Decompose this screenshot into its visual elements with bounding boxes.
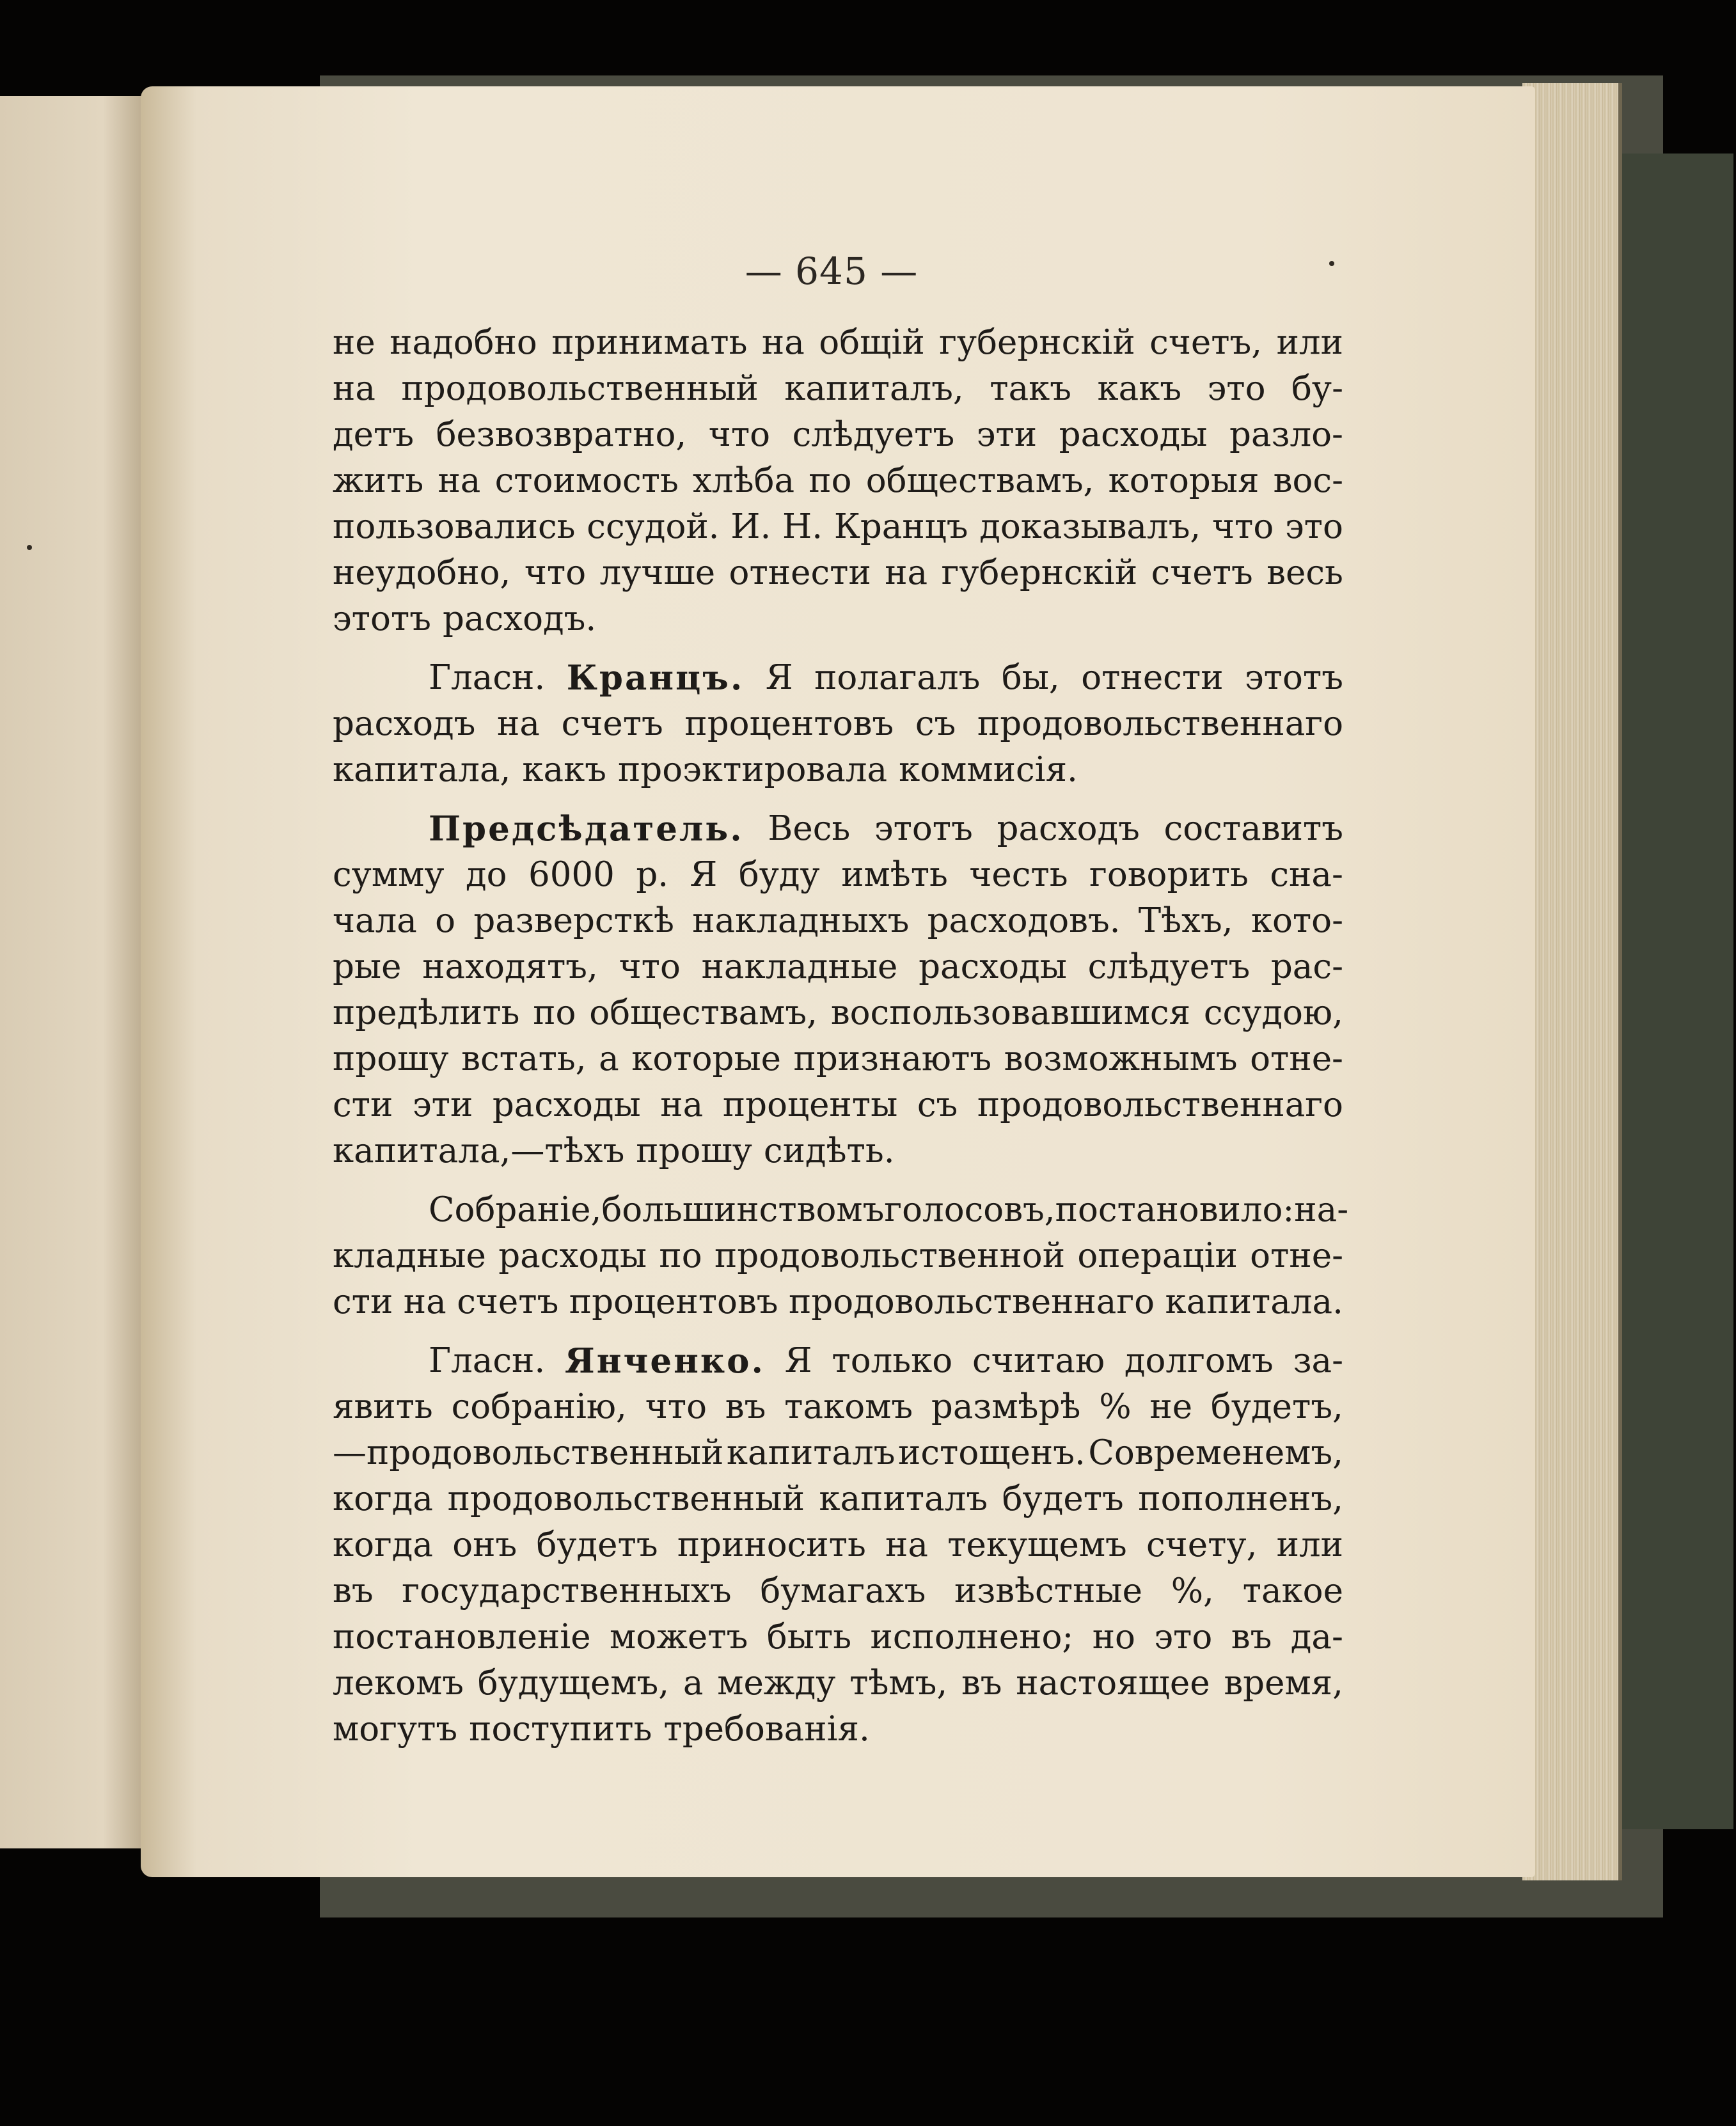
word: рые bbox=[333, 947, 402, 986]
word: долгомъ bbox=[1124, 1341, 1274, 1380]
word: губернскій bbox=[941, 553, 1138, 592]
word: счетъ bbox=[457, 1282, 559, 1321]
text-line bbox=[333, 1476, 1343, 1522]
book-cover-edge bbox=[1606, 154, 1733, 1829]
word: продовольственной bbox=[714, 1236, 1066, 1275]
word: время, bbox=[1224, 1664, 1343, 1703]
word: до bbox=[465, 855, 507, 894]
word: на- bbox=[1294, 1190, 1349, 1229]
word: процентовъ bbox=[569, 1282, 778, 1321]
text-line bbox=[333, 1233, 1343, 1279]
word: капиталъ, bbox=[784, 369, 964, 408]
word: сумму bbox=[333, 855, 445, 894]
word: считаю bbox=[972, 1341, 1105, 1380]
word: этотъ bbox=[333, 599, 431, 638]
gutter-speck bbox=[27, 545, 32, 550]
word: И. bbox=[730, 507, 771, 546]
word: настоящее bbox=[1016, 1664, 1210, 1703]
text-line bbox=[333, 1082, 1343, 1128]
word: капиталъ bbox=[819, 1479, 988, 1518]
word: которые bbox=[631, 1039, 781, 1078]
word: Весь bbox=[768, 809, 851, 848]
word: сидѣть. bbox=[763, 1131, 895, 1170]
word: Я bbox=[784, 1341, 812, 1380]
word: слѣдуетъ bbox=[792, 415, 955, 454]
word: накладные bbox=[701, 947, 898, 986]
word: по bbox=[533, 993, 576, 1032]
word: когда bbox=[333, 1525, 434, 1564]
word: воспользовавшимся bbox=[830, 993, 1191, 1032]
word: продовольственный bbox=[447, 1479, 805, 1518]
text-line bbox=[333, 458, 1343, 504]
word: тѣмъ, bbox=[849, 1664, 948, 1703]
word: встать, bbox=[461, 1039, 587, 1078]
word: на bbox=[660, 1085, 704, 1124]
word: на bbox=[438, 461, 481, 500]
word: онъ bbox=[452, 1525, 517, 1564]
word: принимать bbox=[551, 323, 748, 362]
word: будетъ, bbox=[1210, 1387, 1343, 1426]
word: капитала, bbox=[333, 750, 511, 789]
word: да- bbox=[1290, 1618, 1343, 1657]
word: что bbox=[645, 1387, 707, 1426]
word: такомъ bbox=[784, 1387, 913, 1426]
word: обществамъ, bbox=[865, 461, 1094, 500]
speaker-line bbox=[333, 655, 1343, 701]
word: кото- bbox=[1251, 901, 1343, 940]
text-line bbox=[333, 898, 1343, 944]
word: съ bbox=[915, 704, 956, 743]
word: расходы bbox=[1059, 415, 1208, 454]
word: не bbox=[333, 323, 375, 362]
page-speck bbox=[1329, 261, 1334, 266]
word: по bbox=[809, 461, 852, 500]
text-line bbox=[333, 1384, 1343, 1430]
word: прошу bbox=[333, 1039, 449, 1078]
text-line bbox=[333, 1430, 1343, 1476]
word: губернскій bbox=[939, 323, 1135, 362]
word: постановило: bbox=[1055, 1190, 1295, 1229]
word: извѣстные bbox=[954, 1571, 1142, 1610]
speaker-line bbox=[333, 1338, 1343, 1384]
word: что bbox=[1211, 507, 1274, 546]
word: такъ bbox=[990, 369, 1072, 408]
word: отне- bbox=[1250, 1236, 1343, 1275]
word: ссудой. bbox=[587, 507, 720, 546]
word: продовольственнаго bbox=[977, 1085, 1343, 1124]
page-text bbox=[333, 320, 1349, 1752]
word: эти bbox=[412, 1085, 473, 1124]
word: составитъ bbox=[1164, 809, 1343, 848]
word: эти bbox=[976, 415, 1038, 454]
word: чала bbox=[333, 901, 417, 940]
page-edges bbox=[1522, 83, 1622, 1880]
word: капитала. bbox=[1165, 1282, 1343, 1321]
text-line bbox=[333, 504, 1343, 550]
word: Н. bbox=[782, 507, 823, 546]
word: счетъ bbox=[1151, 553, 1253, 592]
word: расходовъ. bbox=[927, 901, 1121, 940]
text-line bbox=[333, 944, 1343, 990]
text-line bbox=[333, 1706, 1343, 1752]
text-line bbox=[333, 1279, 1343, 1325]
word: между bbox=[717, 1664, 836, 1703]
word: на bbox=[885, 553, 928, 592]
word: пользовались bbox=[333, 507, 576, 546]
word: на bbox=[403, 1282, 446, 1321]
text-line bbox=[333, 852, 1343, 898]
word: вос- bbox=[1273, 461, 1343, 500]
word: неудобно, bbox=[333, 553, 511, 592]
word: приносить bbox=[677, 1525, 866, 1564]
word: расходы bbox=[492, 1085, 641, 1124]
word: поступить bbox=[469, 1710, 652, 1749]
word: а bbox=[599, 1039, 619, 1078]
word: бы, bbox=[1001, 658, 1060, 697]
word: могутъ bbox=[333, 1710, 458, 1749]
word: которыя bbox=[1108, 461, 1259, 500]
word: въ bbox=[961, 1664, 1002, 1703]
word: это bbox=[1284, 507, 1343, 546]
speaker-line bbox=[333, 806, 1343, 852]
word: а bbox=[683, 1664, 704, 1703]
word: проэктировала bbox=[617, 750, 888, 789]
text-line bbox=[333, 1522, 1343, 1568]
word: это bbox=[1154, 1618, 1213, 1657]
word: но bbox=[1092, 1618, 1135, 1657]
word: обществамъ, bbox=[589, 993, 817, 1032]
word: Кранцъ bbox=[833, 507, 968, 546]
word: счету, bbox=[1146, 1525, 1258, 1564]
text-line bbox=[333, 747, 1343, 793]
word: признаютъ bbox=[793, 1039, 992, 1078]
word: слѣдуетъ bbox=[1087, 947, 1251, 986]
text-line bbox=[333, 366, 1343, 412]
word: говорить bbox=[1089, 855, 1249, 894]
word: такое bbox=[1242, 1571, 1343, 1610]
left-page bbox=[0, 96, 147, 1848]
text-line bbox=[333, 320, 1343, 366]
word: Собраніе, bbox=[429, 1190, 602, 1229]
word: расходъ bbox=[333, 704, 476, 743]
word: истощенъ. bbox=[898, 1433, 1085, 1472]
word: это bbox=[1207, 369, 1266, 408]
word: кладные bbox=[333, 1236, 486, 1275]
word: счетъ bbox=[561, 704, 663, 743]
page-number: — 645 — bbox=[745, 249, 919, 293]
word: по bbox=[659, 1236, 702, 1275]
word: требованія. bbox=[663, 1710, 870, 1749]
word: большинствомъ bbox=[601, 1190, 885, 1229]
word: лекомъ bbox=[333, 1664, 464, 1703]
word: стоимость bbox=[494, 461, 679, 500]
word: собранію, bbox=[451, 1387, 627, 1426]
word: когда bbox=[333, 1479, 434, 1518]
word: разверсткѣ bbox=[473, 901, 674, 940]
word: Тѣхъ, bbox=[1138, 901, 1233, 940]
word: продовольственнаго bbox=[788, 1282, 1155, 1321]
word: текущемъ bbox=[947, 1525, 1127, 1564]
word: Я bbox=[765, 658, 793, 697]
text-line bbox=[333, 412, 1343, 458]
word: предѣлить bbox=[333, 993, 520, 1032]
word: весь bbox=[1266, 553, 1343, 592]
speaker-prefix: Гласн. bbox=[429, 658, 546, 697]
text-line bbox=[333, 1128, 1343, 1174]
word: что bbox=[708, 415, 771, 454]
word: какъ bbox=[522, 750, 606, 789]
word: только bbox=[832, 1341, 953, 1380]
word: —продовольственный bbox=[333, 1433, 724, 1472]
word: на bbox=[885, 1525, 928, 1564]
word: о bbox=[435, 901, 456, 940]
word: надобно bbox=[390, 323, 537, 362]
word: капиталъ bbox=[726, 1433, 896, 1472]
word: будущемъ, bbox=[477, 1664, 670, 1703]
word: съ bbox=[917, 1085, 958, 1124]
word: сна- bbox=[1270, 855, 1343, 894]
word: государственныхъ bbox=[402, 1571, 732, 1610]
word: хлѣба bbox=[693, 461, 795, 500]
word: возможнымъ bbox=[1004, 1039, 1238, 1078]
word: % bbox=[1099, 1387, 1132, 1426]
word: бумагахъ bbox=[760, 1571, 926, 1610]
word: пополненъ, bbox=[1138, 1479, 1343, 1518]
speaker-name: Кранцъ. bbox=[566, 658, 745, 698]
word: въ bbox=[1231, 1618, 1272, 1657]
word: Современемъ, bbox=[1088, 1433, 1343, 1472]
word: расходъ bbox=[997, 809, 1140, 848]
speaker-prefix: Гласн. bbox=[429, 1341, 546, 1380]
word: сти bbox=[333, 1282, 393, 1321]
word: или bbox=[1276, 323, 1343, 362]
word: расходы bbox=[919, 947, 1067, 986]
word: этотъ bbox=[874, 809, 973, 848]
word: явить bbox=[333, 1387, 433, 1426]
word: расходъ. bbox=[442, 599, 597, 638]
word: процентовъ bbox=[684, 704, 894, 743]
word: этотъ bbox=[1244, 658, 1343, 697]
word: разло- bbox=[1229, 415, 1343, 454]
speaker-name: Предсѣдатель. bbox=[429, 809, 744, 849]
word: что bbox=[524, 553, 587, 592]
word: безвозвратно, bbox=[436, 415, 687, 454]
word: буду bbox=[738, 855, 820, 894]
word: жить bbox=[333, 461, 424, 500]
word: или bbox=[1276, 1525, 1343, 1564]
word: капитала,—тѣхъ bbox=[333, 1131, 625, 1170]
word: сти bbox=[333, 1085, 393, 1124]
word: находятъ, bbox=[422, 947, 598, 986]
text-line bbox=[333, 1036, 1343, 1082]
word: быть bbox=[766, 1618, 852, 1657]
text-line bbox=[333, 990, 1343, 1036]
text-line bbox=[333, 596, 1343, 642]
word: на bbox=[761, 323, 805, 362]
word: какъ bbox=[1097, 369, 1182, 408]
word: Я bbox=[690, 855, 718, 894]
word: продовольственный bbox=[401, 369, 759, 408]
word: коммисія. bbox=[899, 750, 1078, 789]
word: проценты bbox=[722, 1085, 898, 1124]
word: на bbox=[333, 369, 375, 408]
word: за- bbox=[1293, 1341, 1343, 1380]
word: на bbox=[497, 704, 540, 743]
word: постановленіе bbox=[333, 1618, 591, 1657]
word: операціи bbox=[1077, 1236, 1238, 1275]
word: въ bbox=[725, 1387, 766, 1426]
word: что bbox=[619, 947, 681, 986]
text-line bbox=[333, 550, 1343, 596]
word: продовольственнаго bbox=[977, 704, 1343, 743]
word: детъ bbox=[333, 415, 414, 454]
word: честь bbox=[969, 855, 1068, 894]
word: отнести bbox=[729, 553, 871, 592]
speaker-name: Янченко. bbox=[565, 1341, 765, 1381]
word: отне- bbox=[1250, 1039, 1343, 1078]
word: размѣрѣ bbox=[931, 1387, 1081, 1426]
text-line bbox=[333, 701, 1343, 747]
word: общій bbox=[819, 323, 925, 362]
word: будетъ bbox=[1002, 1479, 1124, 1518]
word: прошу bbox=[636, 1131, 752, 1170]
word: бу- bbox=[1291, 369, 1343, 408]
word: полагалъ bbox=[814, 658, 981, 697]
text-line bbox=[333, 1568, 1343, 1614]
word: рас- bbox=[1270, 947, 1343, 986]
word: можетъ bbox=[610, 1618, 748, 1657]
word: голосовъ, bbox=[884, 1190, 1055, 1229]
word: расходы bbox=[498, 1236, 647, 1275]
word: имѣть bbox=[841, 855, 948, 894]
word: %, bbox=[1171, 1571, 1214, 1610]
word: отнести bbox=[1081, 658, 1224, 697]
text-line bbox=[333, 1187, 1349, 1233]
text-line bbox=[333, 1614, 1343, 1660]
text-line bbox=[333, 1660, 1343, 1706]
word: ссудою, bbox=[1203, 993, 1343, 1032]
word: будетъ bbox=[536, 1525, 658, 1564]
word: въ bbox=[333, 1571, 374, 1610]
word: доказывалъ, bbox=[979, 507, 1201, 546]
word: лучше bbox=[599, 553, 716, 592]
word: р. bbox=[636, 855, 669, 894]
word: исполнено; bbox=[870, 1618, 1074, 1657]
word: 6000 bbox=[528, 855, 615, 894]
word: счетъ, bbox=[1149, 323, 1263, 362]
word: не bbox=[1149, 1387, 1193, 1426]
word: накладныхъ bbox=[692, 901, 910, 940]
